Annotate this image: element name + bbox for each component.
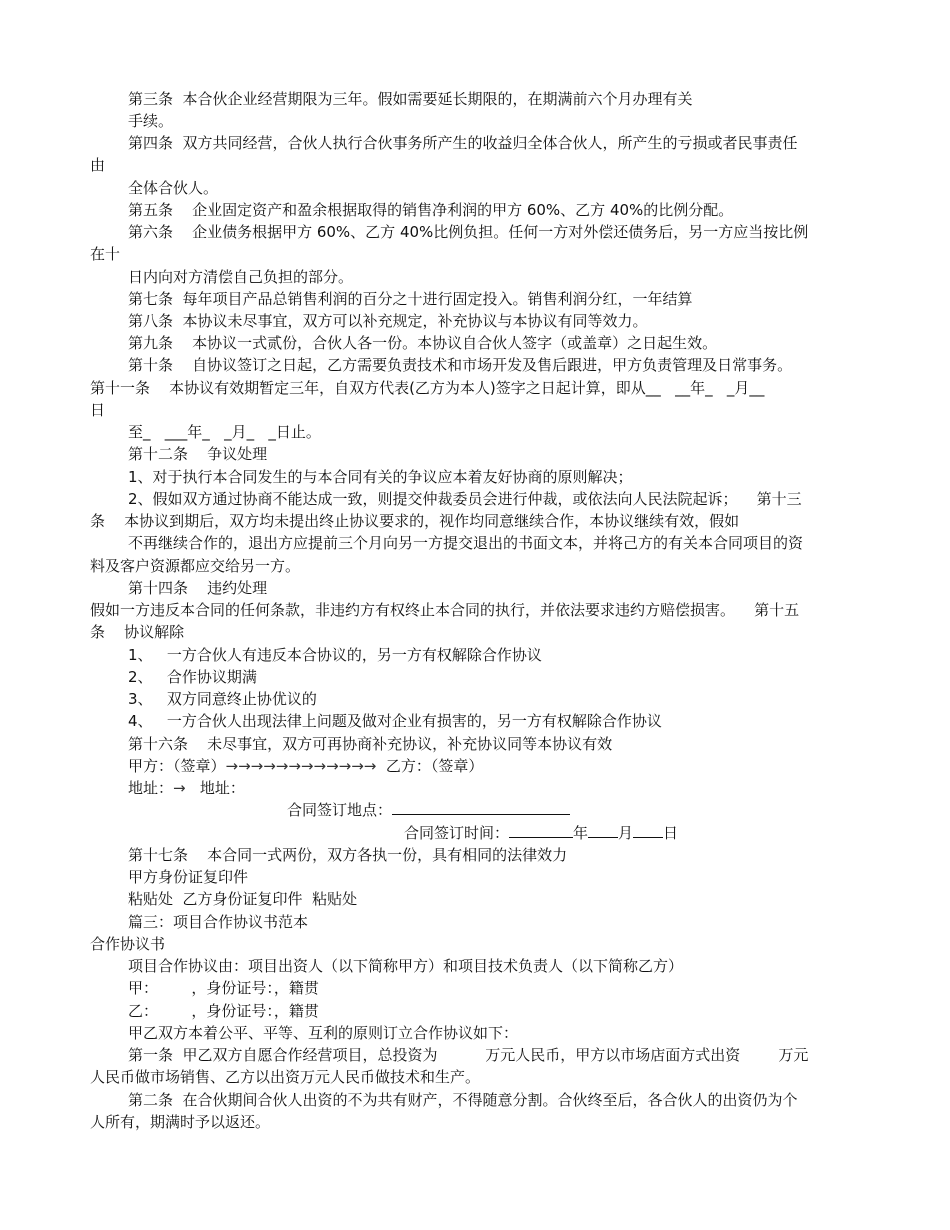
party-a-address-label: 地址：	[128, 779, 174, 797]
article-2-line-2: 人所有，期满时予以返还。	[90, 1113, 271, 1131]
clause-6-line-2: 在十	[90, 245, 121, 263]
party-a-info: 甲： ，身份证号：，籍贯	[128, 979, 319, 997]
arrow-icon: →	[173, 779, 186, 797]
clause-15-item-4: 4、 一方合伙人出现法律上问题及做对企业有损害的，另一方有权解除合作协议	[128, 712, 662, 730]
clause-15-item-3: 3、 双方同意终止协优议的	[128, 690, 317, 708]
clause-15-item-1: 1、 一方合伙人有违反本合协议的，另一方有权解除合作协议	[128, 646, 542, 664]
clause-10: 第十条 自协议签订之日起，乙方需要负责技术和市场开发及售后跟进，甲方负责管理及日常事务。	[128, 356, 793, 374]
clause-7: 第七条 每年项目产品总销售利润的百分之十进行固定投入。销售利润分红，一年结算	[128, 290, 693, 308]
arrow-icon: →→→→→→→→→→→→	[225, 757, 377, 775]
party-a-signature-label: 甲方：（签章）	[128, 757, 226, 775]
signing-time-line	[404, 822, 678, 844]
year-label: 年	[573, 824, 589, 842]
clause-8: 第八条 本协议未尽事宜，双方可以补充规定，补充协议与本协议有同等效力。	[128, 312, 648, 330]
clause-11-line-2: 日	[90, 401, 106, 419]
clause-6-line-1: 第六条 企业债务根据甲方 60%、乙方 40%比例负担。任何一方对外偿还债务后，另一方应当按比例	[128, 223, 809, 241]
clause-3-line-2: 手续。	[128, 112, 174, 130]
article-1-line-1: 第一条 甲乙双方自愿合作经营项目，总投资为 万元人民币，甲方以市场店面方式出资 万元	[128, 1046, 809, 1064]
day-blank	[633, 823, 663, 838]
signing-place-line	[287, 799, 570, 821]
clause-5: 第五条 企业固定资产和盈余根据取得的销售净利润的甲方 60%、乙方 40%的比例分配。	[128, 201, 734, 219]
month-blank	[588, 823, 618, 838]
clause-12-heading: 第十二条 争议处理	[128, 445, 268, 463]
clause-9: 第九条 本协议一式贰份，合伙人各一份。本协议自合伙人签字（或盖章）之日起生效。	[128, 334, 718, 352]
agreement-intro: 项目合作协议由：项目出资人（以下简称甲方）和项目技术负责人（以下简称乙方）	[128, 957, 684, 975]
day-label: 日	[663, 824, 679, 842]
address-line	[128, 777, 245, 799]
agreement-title: 合作协议书	[90, 935, 166, 953]
party-b-signature-label: 乙方：（签章）	[385, 757, 484, 775]
clause-13-line-2: 不再继续合作的，退出方应提前三个月向另一方提交退出的书面文本，并将己方的有关本合同项目的资	[128, 534, 804, 552]
clause-15-heading: 条 协议解除	[90, 623, 185, 641]
id-copy-party-a: 甲方身份证复印件	[128, 868, 249, 886]
clause-17: 第十七条 本合同一式两份，双方各执一份，具有相同的法律效力	[128, 846, 568, 864]
clause-4-line-2: 由	[90, 156, 106, 174]
article-2-line-1: 第二条 在合伙期间合伙人出资的不为共有财产，不得随意分割。合伙终至后，各合伙人的出资仍为个	[128, 1091, 798, 1109]
clause-11-line-3: 至_ ___年_ _月_ _日止。	[128, 423, 321, 441]
clause-14-body: 假如一方违反本合同的任何条款，非违约方有权终止本合同的执行，并依法要求违约方赔偿损害。 第十五	[90, 601, 800, 619]
signing-place-blank	[392, 800, 570, 815]
article-1-line-2: 人民币做市场销售、乙方以出资万元人民币做技术和生产。	[90, 1068, 481, 1086]
clause-3-line-1: 第三条 本合伙企业经营期限为三年。假如需要延长期限的，在期满前六个月办理有关	[128, 90, 693, 108]
clause-15-item-2: 2、 合作协议期满	[128, 668, 257, 686]
clause-13-line-1: 条 本协议到期后，双方均未提出终止协议要求的，视作均同意继续合作，本协议继续有效，假如	[90, 512, 740, 530]
clause-12-item-2: 2、假如双方通过协商不能达成一致，则提交仲裁委员会进行仲裁，或依法向人民法院起诉； 第十三	[128, 490, 802, 508]
clause-11-line-1: 第十一条 本协议有效期暂定三年，自双方代表(乙方为本人)签字之日起计算，即从__ __年_ _月__	[90, 379, 765, 397]
agreement-preamble: 甲乙双方本着公平、平等、互利的原则订立合作协议如下：	[128, 1024, 519, 1042]
party-b-info: 乙： ，身份证号：，籍贯	[128, 1002, 319, 1020]
clause-16: 第十六条 未尽事宜，双方可再协商补充协议，补充协议同等本协议有效	[128, 735, 613, 753]
clause-12-item-1: 1、对于执行本合同发生的与本合同有关的争议应本着友好协商的原则解决；	[128, 468, 633, 486]
clause-14-heading: 第十四条 违约处理	[128, 579, 268, 597]
clause-6-line-3: 日内向对方清偿自己负担的部分。	[128, 268, 354, 286]
clause-4-line-1: 第四条 双方共同经营，合伙人执行合伙事务所产生的收益归全体合伙人，所产生的亏损或者民事责任	[128, 134, 798, 152]
clause-4-line-3: 全体合伙人。	[128, 179, 219, 197]
id-copy-paste-area: 粘贴处 乙方身份证复印件 粘贴处	[128, 890, 358, 908]
signing-place-label: 合同签订地点：	[287, 801, 393, 819]
section-3-title: 篇三：项目合作协议书范本	[128, 913, 309, 931]
clause-13-line-3: 料及客户资源都应交给另一方。	[90, 557, 301, 575]
party-b-address-label: 地址：	[199, 779, 245, 797]
signature-line	[128, 755, 483, 777]
signing-time-label: 合同签订时间：	[404, 824, 510, 842]
month-label: 月	[618, 824, 634, 842]
year-blank	[509, 823, 573, 838]
